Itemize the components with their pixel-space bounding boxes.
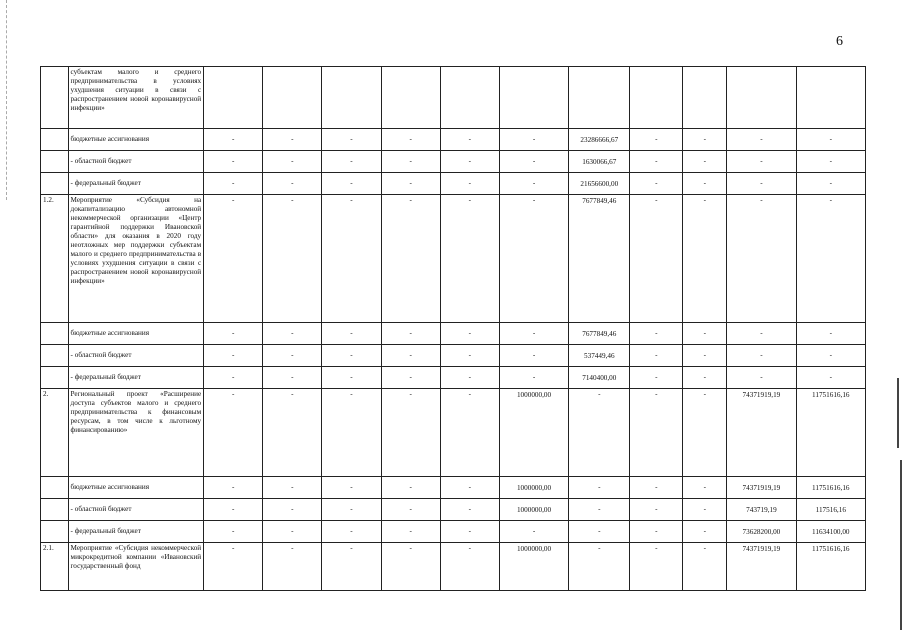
value-cell: - <box>263 521 322 543</box>
row-number-cell <box>41 499 69 521</box>
value-cell: - <box>204 323 263 345</box>
value-cell: - <box>630 543 683 591</box>
value-cell: - <box>204 477 263 499</box>
table-row <box>41 129 866 151</box>
value-cell: - <box>499 323 568 345</box>
row-number-cell <box>41 151 69 173</box>
table-row <box>41 67 866 129</box>
value-cell: - <box>263 173 322 195</box>
value-cell: - <box>683 367 727 389</box>
row-number-cell <box>41 323 69 345</box>
value-cell: - <box>499 367 568 389</box>
value-cell: 11751616,16 <box>796 389 865 477</box>
table-row <box>41 389 866 477</box>
value-cell: - <box>204 129 263 151</box>
value-cell: - <box>683 477 727 499</box>
value-cell: - <box>727 323 796 345</box>
value-cell: 11634100,00 <box>796 521 865 543</box>
value-cell: - <box>727 173 796 195</box>
value-cell <box>727 67 796 129</box>
value-cell: - <box>263 129 322 151</box>
value-cell: - <box>630 173 683 195</box>
value-cell: - <box>440 543 499 591</box>
value-cell: - <box>204 173 263 195</box>
value-cell: - <box>796 129 865 151</box>
value-cell: - <box>630 345 683 367</box>
value-cell: - <box>499 173 568 195</box>
row-number-cell <box>41 367 69 389</box>
value-cell: - <box>322 521 381 543</box>
value-cell: - <box>727 151 796 173</box>
value-cell <box>796 67 865 129</box>
value-cell: - <box>683 129 727 151</box>
table-row <box>41 195 866 323</box>
row-number-cell <box>41 173 69 195</box>
value-cell: - <box>263 477 322 499</box>
value-cell: - <box>263 345 322 367</box>
value-cell: - <box>322 323 381 345</box>
value-cell: - <box>322 151 381 173</box>
value-cell: - <box>569 389 630 477</box>
table-row <box>41 151 866 173</box>
value-cell: - <box>683 543 727 591</box>
value-cell: - <box>727 345 796 367</box>
value-cell: 7140400,00 <box>569 367 630 389</box>
value-cell: 1000000,00 <box>499 477 568 499</box>
value-cell: 11751616,16 <box>796 477 865 499</box>
value-cell: - <box>204 543 263 591</box>
table-row <box>41 521 866 543</box>
value-cell: - <box>683 521 727 543</box>
row-name-cell: - областной бюджет <box>68 151 204 173</box>
value-cell: 117516,16 <box>796 499 865 521</box>
page-number: 6 <box>836 34 843 49</box>
value-cell: - <box>499 345 568 367</box>
value-cell <box>322 67 381 129</box>
value-cell: - <box>204 389 263 477</box>
value-cell: - <box>796 195 865 323</box>
value-cell: - <box>630 477 683 499</box>
value-cell: 1000000,00 <box>499 543 568 591</box>
value-cell: 74371919,19 <box>727 543 796 591</box>
value-cell <box>263 67 322 129</box>
table-body <box>41 67 866 591</box>
value-cell: - <box>381 323 440 345</box>
value-cell: - <box>683 499 727 521</box>
row-number-cell <box>41 129 69 151</box>
value-cell: - <box>381 345 440 367</box>
row-number-cell: 2.1. <box>41 543 69 591</box>
row-name-cell: Мероприятие «Субсидия некоммерческой микрокредитной компании «Ивановский государственный фонд <box>68 543 204 591</box>
row-number-cell <box>41 521 69 543</box>
value-cell: - <box>322 477 381 499</box>
value-cell: 74371919,19 <box>727 389 796 477</box>
value-cell: - <box>322 195 381 323</box>
value-cell: - <box>263 195 322 323</box>
value-cell: - <box>727 129 796 151</box>
value-cell: - <box>440 521 499 543</box>
table-row <box>41 345 866 367</box>
value-cell: - <box>263 499 322 521</box>
value-cell: - <box>683 389 727 477</box>
value-cell: - <box>204 521 263 543</box>
value-cell: - <box>322 367 381 389</box>
row-name-cell: бюджетные ассигнования <box>68 477 204 499</box>
row-name-cell: - федеральный бюджет <box>68 521 204 543</box>
value-cell: - <box>440 323 499 345</box>
value-cell: - <box>630 521 683 543</box>
value-cell: - <box>440 367 499 389</box>
value-cell: 743719,19 <box>727 499 796 521</box>
value-cell: - <box>727 195 796 323</box>
value-cell: - <box>322 129 381 151</box>
value-cell: - <box>322 345 381 367</box>
row-name-cell: - областной бюджет <box>68 499 204 521</box>
value-cell: 11751616,16 <box>796 543 865 591</box>
value-cell: - <box>796 367 865 389</box>
value-cell: - <box>499 521 568 543</box>
value-cell: - <box>263 543 322 591</box>
value-cell: - <box>440 477 499 499</box>
value-cell: 21656600,00 <box>569 173 630 195</box>
table-row <box>41 477 866 499</box>
value-cell: - <box>630 367 683 389</box>
row-name-cell: бюджетные ассигнования <box>68 323 204 345</box>
value-cell: - <box>263 323 322 345</box>
value-cell: 537449,46 <box>569 345 630 367</box>
value-cell: - <box>630 323 683 345</box>
row-name-cell: Региональный проект «Расширение доступа субъектов малого и среднего предпринимательства к финансовым ресурсам, в том числе к льготному финансированию» <box>68 389 204 477</box>
value-cell: - <box>440 345 499 367</box>
row-number-cell <box>41 345 69 367</box>
value-cell: - <box>630 151 683 173</box>
value-cell: 7677849,46 <box>569 195 630 323</box>
value-cell: - <box>204 345 263 367</box>
value-cell <box>381 67 440 129</box>
value-cell: - <box>263 367 322 389</box>
value-cell: 23286666,67 <box>569 129 630 151</box>
value-cell: 1000000,00 <box>499 389 568 477</box>
row-name-cell: - областной бюджет <box>68 345 204 367</box>
table-row <box>41 173 866 195</box>
value-cell: - <box>683 323 727 345</box>
value-cell: - <box>381 173 440 195</box>
value-cell: - <box>569 521 630 543</box>
value-cell <box>569 67 630 129</box>
value-cell: - <box>440 173 499 195</box>
value-cell: - <box>381 129 440 151</box>
value-cell: - <box>381 367 440 389</box>
row-name-cell: - федеральный бюджет <box>68 367 204 389</box>
value-cell: - <box>569 499 630 521</box>
value-cell: - <box>440 499 499 521</box>
value-cell: - <box>204 195 263 323</box>
value-cell: - <box>630 499 683 521</box>
value-cell: - <box>796 151 865 173</box>
value-cell: - <box>440 195 499 323</box>
value-cell: - <box>569 477 630 499</box>
value-cell: - <box>263 389 322 477</box>
row-name-cell: - федеральный бюджет <box>68 173 204 195</box>
value-cell: - <box>381 389 440 477</box>
value-cell <box>440 67 499 129</box>
value-cell: - <box>440 389 499 477</box>
value-cell: - <box>499 195 568 323</box>
row-number-cell: 2. <box>41 389 69 477</box>
scan-margin-line <box>6 0 8 200</box>
value-cell: 73628200,00 <box>727 521 796 543</box>
value-cell: - <box>204 499 263 521</box>
table-row <box>41 367 866 389</box>
value-cell: - <box>440 129 499 151</box>
value-cell: - <box>796 345 865 367</box>
scan-edge-mark <box>900 460 902 630</box>
value-cell: - <box>796 323 865 345</box>
value-cell: 1630066,67 <box>569 151 630 173</box>
value-cell <box>630 67 683 129</box>
value-cell <box>499 67 568 129</box>
value-cell <box>204 67 263 129</box>
table-row <box>41 323 866 345</box>
value-cell: - <box>630 389 683 477</box>
value-cell: - <box>381 521 440 543</box>
value-cell: 1000000,00 <box>499 499 568 521</box>
value-cell: - <box>381 499 440 521</box>
value-cell: - <box>727 367 796 389</box>
value-cell: - <box>263 151 322 173</box>
row-name-cell: субъектам малого и среднего предпринимательства в условиях ухудшения ситуации в связи с распространением новой коронавирусной инфекции» <box>68 67 204 129</box>
value-cell: - <box>204 367 263 389</box>
budget-table <box>40 66 866 591</box>
value-cell: - <box>204 151 263 173</box>
value-cell: - <box>683 195 727 323</box>
row-name-cell: Мероприятие «Субсидия на докапитализацию автономной некоммерческой организации «Центр гарантийной поддержки Ивановской области» для оказания в 2020 году неотложных мер поддержки субъектам малого и среднего предпринимательства в условиях ухудшения ситуации в связи с распространением новой коронавирусной инфекции» <box>68 195 204 323</box>
value-cell: - <box>381 151 440 173</box>
value-cell: - <box>381 543 440 591</box>
value-cell: - <box>683 173 727 195</box>
scan-edge-mark <box>897 378 899 448</box>
value-cell: - <box>499 129 568 151</box>
value-cell: - <box>630 129 683 151</box>
value-cell: - <box>322 173 381 195</box>
row-number-cell <box>41 477 69 499</box>
table-row <box>41 543 866 591</box>
row-name-cell: бюджетные ассигнования <box>68 129 204 151</box>
value-cell: - <box>630 195 683 323</box>
value-cell: - <box>322 389 381 477</box>
value-cell: - <box>569 543 630 591</box>
row-number-cell <box>41 67 69 129</box>
value-cell: - <box>381 195 440 323</box>
value-cell: - <box>322 499 381 521</box>
value-cell: - <box>796 173 865 195</box>
table-row <box>41 499 866 521</box>
value-cell: - <box>683 345 727 367</box>
value-cell: - <box>440 151 499 173</box>
value-cell: 7677849,46 <box>569 323 630 345</box>
value-cell: - <box>381 477 440 499</box>
value-cell: - <box>683 151 727 173</box>
value-cell: 74371919,19 <box>727 477 796 499</box>
value-cell: - <box>322 543 381 591</box>
value-cell: - <box>499 151 568 173</box>
value-cell <box>683 67 727 129</box>
row-number-cell: 1.2. <box>41 195 69 323</box>
